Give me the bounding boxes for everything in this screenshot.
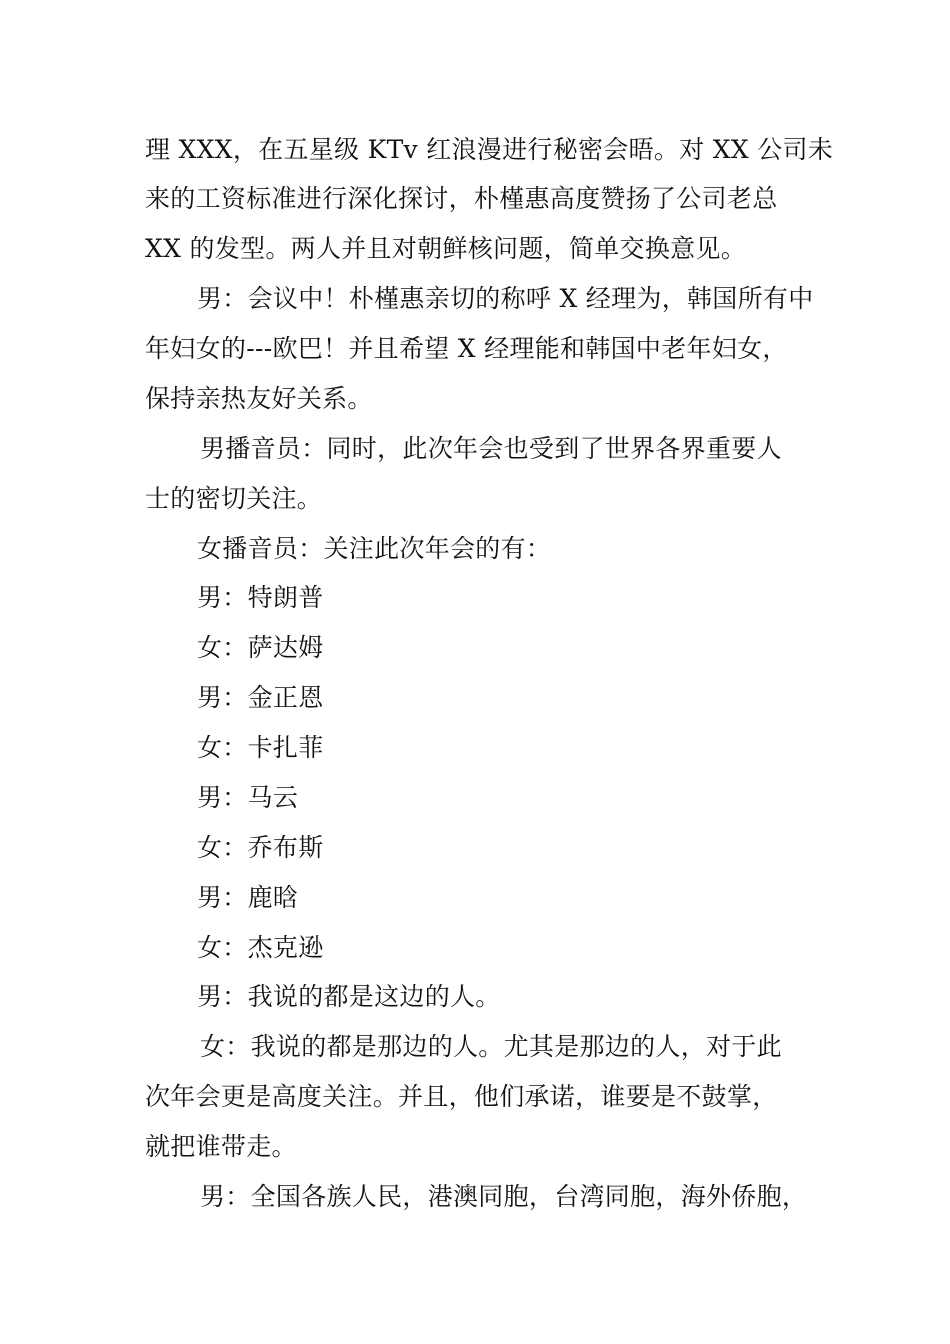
text-line: 女：卡扎菲 xyxy=(197,733,324,762)
text-line: 次年会更是高度关注。并且，他们承诺，谁要是不鼓掌， xyxy=(145,1082,778,1111)
text-line: 女播音员：关注此次年会的有： xyxy=(197,534,552,563)
text-line: XX 的发型。两人并且对朝鲜核问题，简单交换意见。 xyxy=(145,234,747,263)
text-line: 男：马云 xyxy=(197,783,299,812)
text-line: 女：乔布斯 xyxy=(197,833,324,862)
text-line: 理 XXX，在五星级 KTv 红浪漫进行秘密会晤。对 XX 公司未 xyxy=(145,135,834,164)
text-line: 男：我说的都是这边的人。 xyxy=(197,982,501,1011)
text-line: 就把谁带走。 xyxy=(145,1132,297,1161)
text-line: 士的密切关注。 xyxy=(145,484,323,513)
text-line: 男：全国各族人民，港澳同胞，台湾同胞，海外侨胞， xyxy=(200,1182,808,1211)
text-line: 年妇女的---欧巴！并且希望 X 经理能和韩国中老年妇女， xyxy=(145,334,788,363)
text-line: 男：特朗普 xyxy=(197,583,324,612)
text-line: 女：杰克逊 xyxy=(197,933,324,962)
text-line: 男：鹿晗 xyxy=(197,883,299,912)
text-line: 女：萨达姆 xyxy=(197,633,324,662)
text-line: 保持亲热友好关系。 xyxy=(145,384,373,413)
text-line: 男：金正恩 xyxy=(197,683,324,712)
text-line: 男：会议中！朴槿惠亲切的称呼 X 经理为，韩国所有中 xyxy=(197,284,814,313)
text-line: 女：我说的都是那边的人。尤其是那边的人，对于此 xyxy=(200,1032,782,1061)
text-line: 男播音员：同时，此次年会也受到了世界各界重要人 xyxy=(200,434,782,463)
text-line: 来的工资标准进行深化探讨，朴槿惠高度赞扬了公司老总 xyxy=(145,184,778,213)
